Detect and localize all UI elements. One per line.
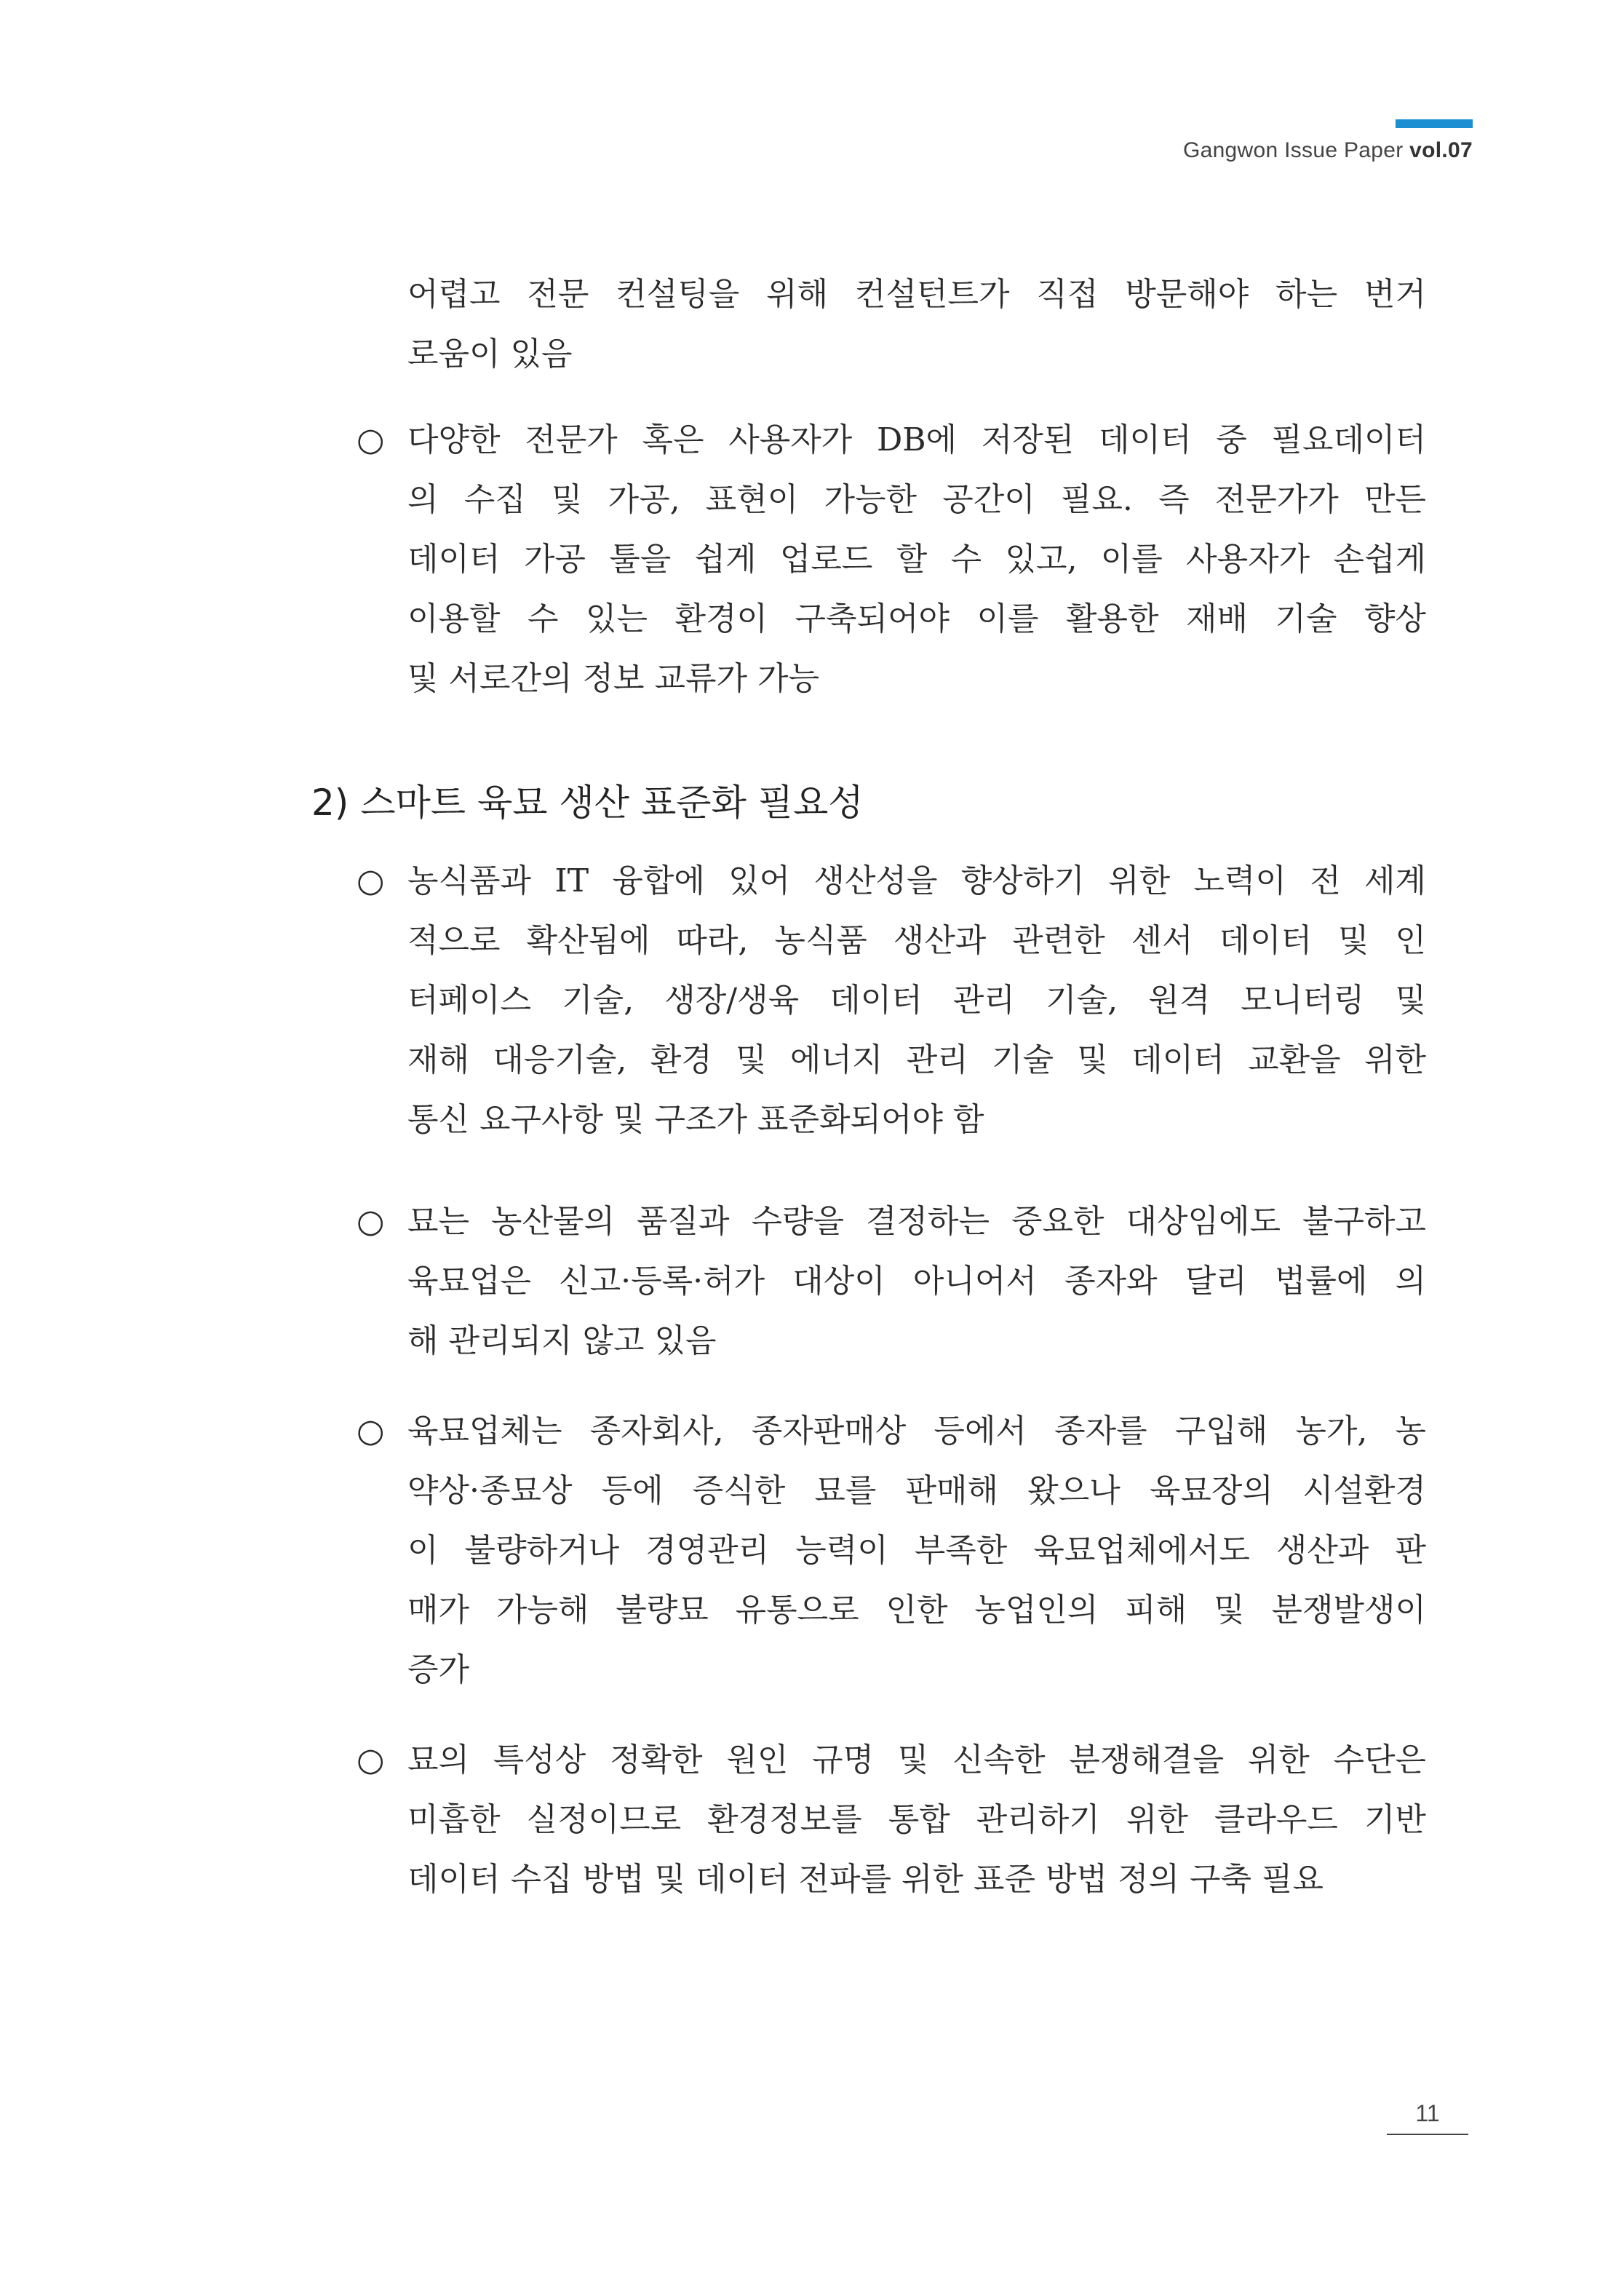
text-line: 약상·종묘상 등에 증식한 묘를 판매해 왔으나 육묘장의 시설환경 — [407, 1472, 1426, 1509]
header-series: Gangwon Issue Paper — [1182, 138, 1410, 162]
text-line: 다양한 전문가 혹은 사용자가 DB에 저장된 데이터 중 필요데이터 — [407, 421, 1426, 458]
text-line: 이 불량하거나 경영관리 능력이 부족한 육묘업체에서도 생산과 판 — [407, 1532, 1426, 1569]
text-line: 묘는 농산물의 품질과 수량을 결정하는 중요한 대상임에도 불구하고 — [407, 1203, 1426, 1240]
text-line: 데이터 가공 툴을 쉽게 업로드 할 수 있고, 이를 사용자가 손쉽게 — [407, 541, 1426, 578]
page-number-rule — [1387, 2134, 1468, 2135]
bullet-icon: ○ — [357, 1203, 385, 1240]
text-line: 재해 대응기술, 환경 및 에너지 관리 기술 및 데이터 교환을 위한 — [407, 1041, 1426, 1078]
text-line: 이용할 수 있는 환경이 구축되어야 이를 활용한 재배 기술 향상 — [407, 600, 1426, 637]
page-number: 11 — [1415, 2100, 1440, 2126]
bullet-icon: ○ — [357, 862, 385, 899]
text-line: 및 서로간의 정보 교류가 가능 — [407, 660, 819, 697]
paragraph-1 — [407, 410, 1426, 709]
text-line: 데이터 수집 방법 및 데이터 전파를 위한 표준 방법 정의 구축 필요 — [407, 1861, 1324, 1898]
text-line: 해 관리되지 않고 있음 — [407, 1322, 717, 1359]
text-line: 육묘업은 신고·등록·허가 대상이 아니어서 종자와 달리 법률에 의 — [407, 1263, 1426, 1300]
text-line: 육묘업체는 종자회사, 종자판매상 등에서 종자를 구입해 농가, 농 — [407, 1412, 1426, 1450]
text-line: 로움이 있음 — [407, 335, 573, 373]
text-line: 증가 — [407, 1651, 470, 1688]
header-accent-bar — [1396, 119, 1473, 128]
text-line: 적으로 확산됨에 따라, 농식품 생산과 관련한 센서 데이터 및 인 — [407, 922, 1426, 959]
text-line: 농식품과 IT 융합에 있어 생산성을 향상하기 위한 노력이 전 세계 — [407, 862, 1427, 899]
paragraph-4 — [407, 1402, 1426, 1700]
text-line: 어렵고 전문 컨설팅을 위해 컨설턴트가 직접 방문해야 하는 번거 — [407, 276, 1426, 313]
text-line: 의 수집 및 가공, 표현이 가능한 공간이 필요. 즉 전문가가 만든 — [407, 481, 1426, 518]
text-line: 통신 요구사항 및 구조가 표준화되어야 함 — [407, 1101, 984, 1138]
bullet-icon: ○ — [357, 1741, 385, 1779]
paragraph-2 — [407, 851, 1426, 1150]
text-line: 터페이스 기술, 생장/생육 데이터 관리 기술, 원격 모니터링 및 — [407, 982, 1426, 1019]
section-title: 2) 스마트 육묘 생산 표준화 필요성 — [311, 782, 864, 824]
bullet-icon: ○ — [357, 421, 385, 458]
text-line: 미흡한 실정이므로 환경정보를 통합 관리하기 위한 클라우드 기반 — [407, 1801, 1426, 1838]
bullet-icon: ○ — [357, 1412, 385, 1450]
text-line: 매가 가능해 불량묘 유통으로 인한 농업인의 피해 및 분쟁발생이 — [407, 1592, 1426, 1629]
running-header — [1183, 138, 1473, 163]
paragraph-5 — [407, 1730, 1426, 1910]
paragraph-continuation — [407, 265, 1426, 384]
paragraph-3 — [407, 1192, 1426, 1371]
text-line: 묘의 특성상 정확한 원인 규명 및 신속한 분쟁해결을 위한 수단은 — [407, 1741, 1426, 1779]
header-volume: vol.07 — [1409, 138, 1473, 162]
